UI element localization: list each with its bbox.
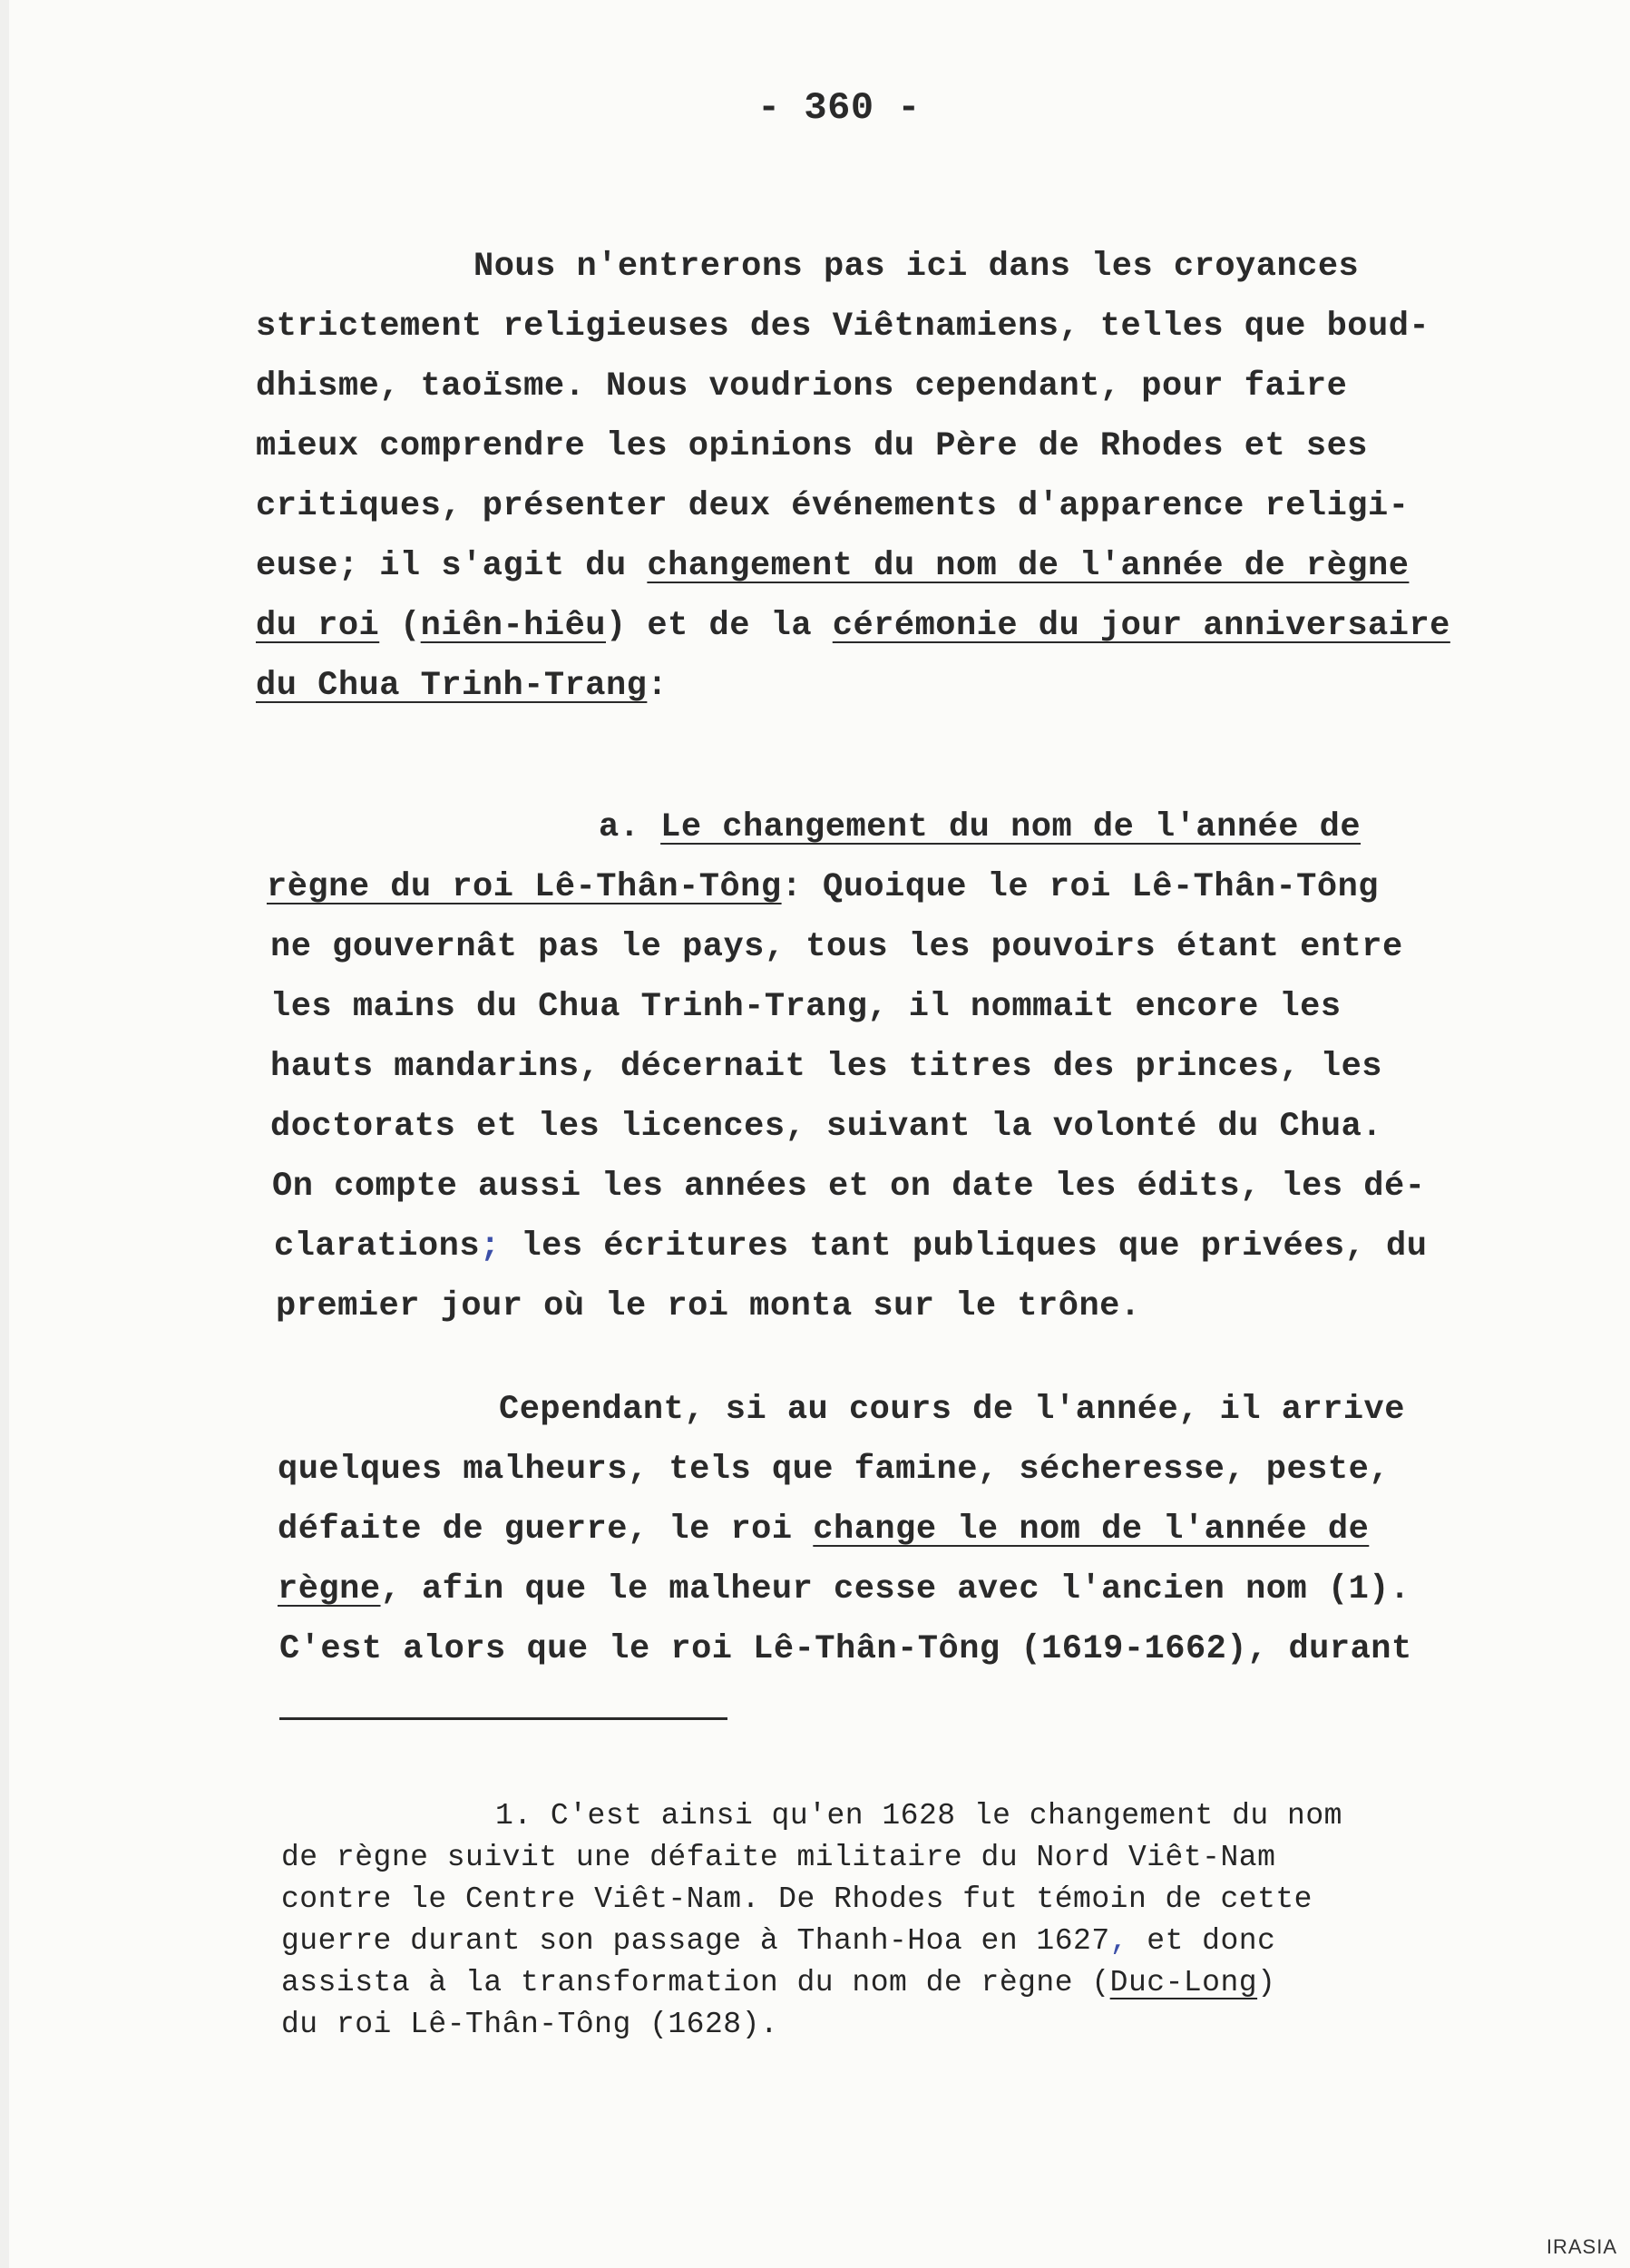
text-line: Cependant, si au cours de l'année, il arrive [499,1391,1405,1429]
text-line: premier jour où le roi monta sur le trône. [276,1287,1141,1325]
text-line: hauts mandarins, décernait les titres des princes, les [270,1048,1382,1086]
text-segment: : Quoique le roi Lê-Thân-Tông [781,868,1379,906]
text-segment: les écritures tant publiques que privées, du [500,1227,1428,1266]
footnote-line [281,1920,1275,1963]
text-line: ne gouvernât pas le pays, tous les pouvoirs étant entre [270,928,1403,966]
text-line [256,537,1409,595]
text-line: C'est alors que le roi Lê-Thân-Tông (1619-1662), durant [279,1630,1412,1668]
archive-watermark: IRASIA [1546,2235,1617,2258]
footnote-line: 1. C'est ainsi qu'en 1628 le changement du nom [495,1799,1342,1833]
text-line [256,657,668,715]
footnote-line: contre le Centre Viêt-Nam. De Rhodes fut témoin de cette [281,1882,1313,1916]
handwritten-correction: , [1109,1924,1128,1958]
text-segment: ) et de la [606,607,833,645]
footnote-line: du roi Lê-Thân-Tông (1628). [281,2008,779,2041]
text-line [278,1501,1369,1559]
underlined-phrase: du Chua Trinh-Trang [256,667,648,705]
page-number: - 360 - [757,86,921,130]
footnote-line: de règne suivit une défaite militaire du Nord Viêt-Nam [281,1841,1276,1874]
text-line: critiques, présenter deux événements d'apparence religi- [256,487,1410,525]
underlined-phrase: règne du roi Lê-Thân-Tông [267,868,782,906]
underlined-phrase: du roi [256,607,380,645]
text-line: strictement religieuses des Viêtnamiens, telles que boud- [256,308,1430,346]
text-line: dhisme, taoïsme. Nous voudrions cependant, pour faire [256,367,1348,406]
text-segment: clarations [274,1227,481,1266]
text-line: quelques malheurs, tels que famine, sécheresse, peste, [278,1451,1390,1489]
handwritten-correction: ; [480,1227,501,1266]
text-segment: assista à la transformation du nom de règne ( [281,1966,1110,1999]
text-line: les mains du Chua Trinh-Trang, il nommait encore les [270,988,1342,1026]
underlined-phrase: Le changement du nom de l'année de [660,808,1362,846]
footnote-line [281,1961,1275,2005]
text-segment: ( [379,607,421,645]
underlined-phrase: niên-hiêu [420,607,606,645]
section-label: a. [599,808,661,846]
text-line: Nous n'entrerons pas ici dans les croyances [473,248,1360,286]
text-segment: euse; il s'agit du [256,547,648,585]
text-segment: : [647,667,669,705]
text-segment: ) [1257,1966,1276,1999]
text-line [267,858,1379,916]
text-line: doctorats et les licences, suivant la volonté du Chua. [270,1108,1382,1146]
footnote-rule [279,1717,727,1720]
text-segment: , afin que le malheur cesse avec l'ancien nom (1). [380,1570,1410,1608]
text-segment: et donc [1127,1924,1276,1958]
text-line [278,1560,1410,1618]
text-line: mieux comprendre les opinions du Père de Rhodes et ses [256,427,1368,465]
text-line [274,1217,1427,1276]
text-line [256,597,1450,655]
text-segment: défaite de guerre, le roi [278,1510,814,1549]
underlined-phrase: changement du nom de l'année de règne [647,547,1410,585]
underlined-phrase: cérémonie du jour anniversaire [832,607,1450,645]
text-line: On compte aussi les années et on date les édits, les dé- [272,1168,1426,1206]
text-segment: guerre durant son passage à Thanh-Hoa en 1627 [281,1924,1110,1958]
underlined-phrase: Duc-Long [1109,1966,1258,1999]
underlined-phrase: règne [278,1570,381,1608]
underlined-phrase: change le nom de l'année de [813,1510,1370,1549]
section-heading-line [599,798,1361,856]
